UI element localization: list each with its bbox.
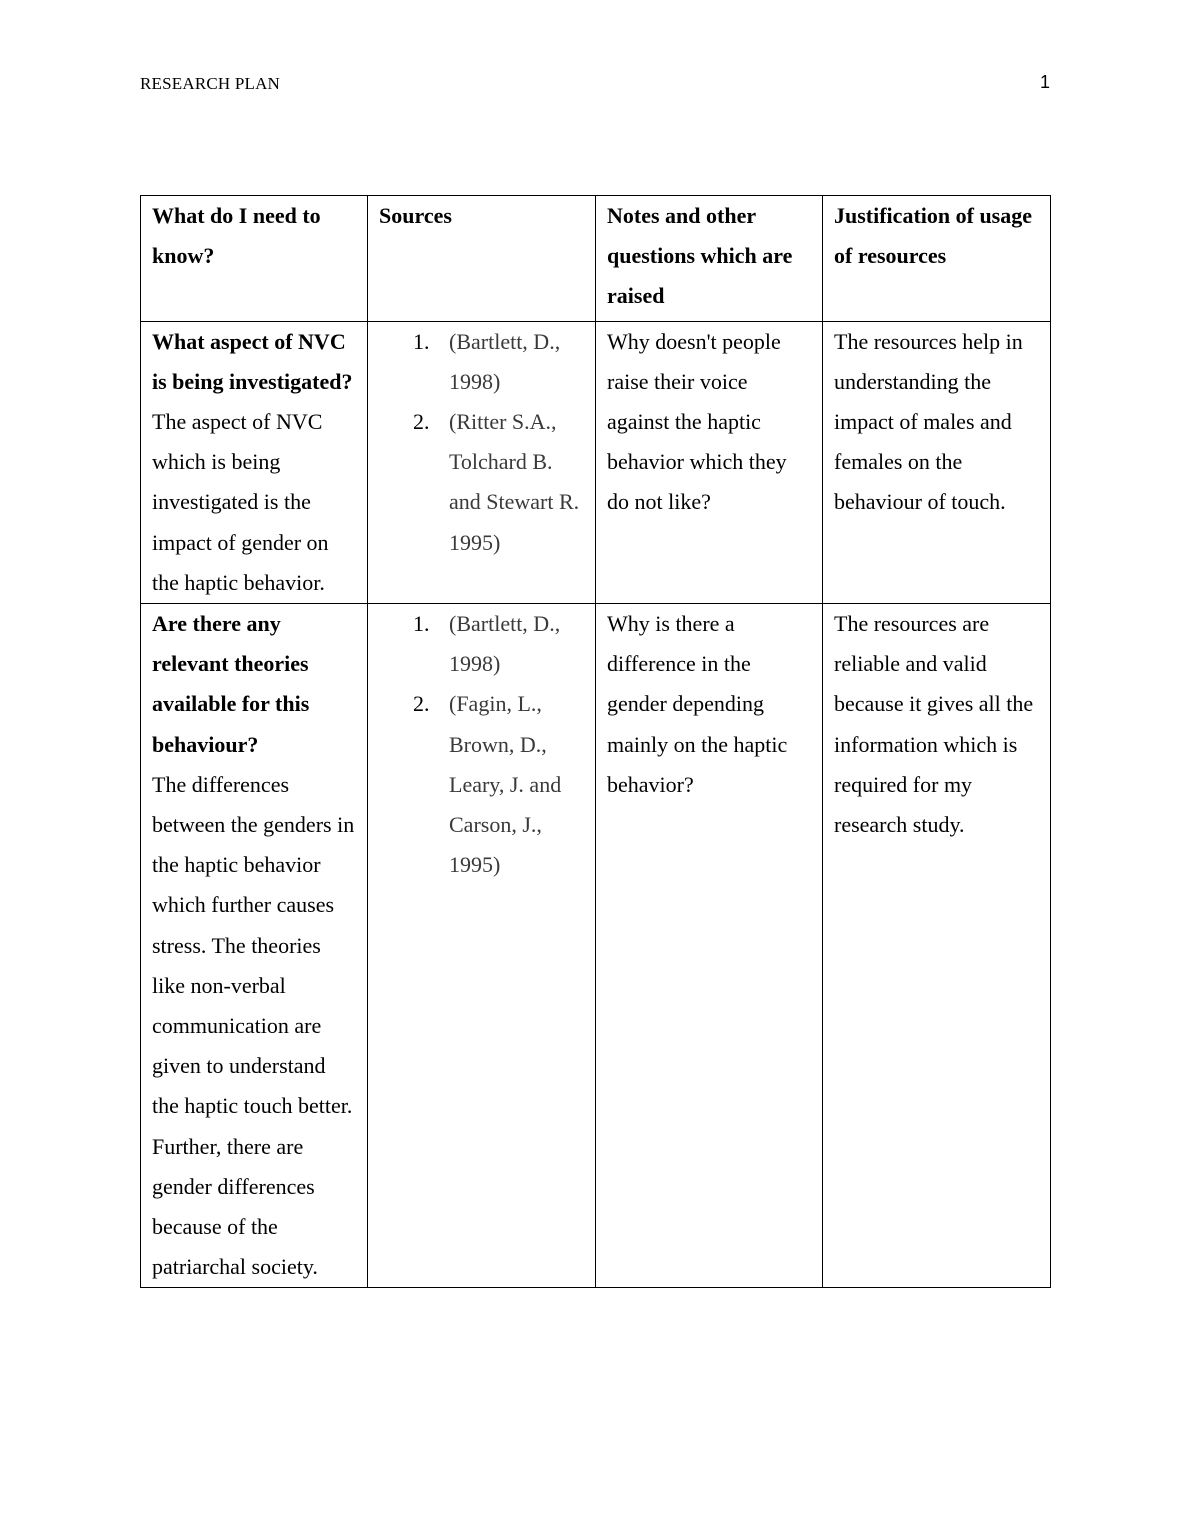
column-header-sources: Sources [368,196,596,322]
justification-cell: The resources are reliable and valid because it gives all the information which is required for my research study. [823,604,1051,1288]
notes-cell: Why is there a difference in the gender depending mainly on the haptic behavior? [596,604,823,1288]
source-item [379,322,585,402]
source-item [379,604,585,684]
sources-list [379,322,585,563]
table-row [141,321,1051,603]
row-question: Are there any relevant theories available for this behaviour? [152,611,310,757]
source-number: 1. [413,611,430,637]
source-citation: (Ritter S.A., Tolchard B. and Stewart R. 1995) [449,409,580,555]
column-header-need-to-know: What do I need to know? [141,196,368,322]
column-header-notes: Notes and other questions which are raised [596,196,823,322]
need-to-know-cell [141,604,368,1288]
source-citation: (Bartlett, D., 1998) [449,328,561,394]
need-to-know-cell [141,321,368,603]
sources-cell [368,604,596,1288]
notes-cell: Why doesn't people raise their voice against the haptic behavior which they do not like? [596,321,823,603]
sources-list [379,604,585,885]
table-header-row [141,196,1051,322]
table-row [141,604,1051,1288]
row-question: What aspect of NVC is being investigated? [152,328,353,394]
row-answer: The aspect of NVC which is being investigated is the impact of gender on the haptic behavior. [152,409,329,595]
page-number: 1 [1039,72,1050,92]
source-item [379,684,585,885]
justification-cell: The resources help in understanding the impact of males and females on the behaviour of touch. [823,321,1051,603]
sources-cell [368,321,596,603]
row-answer: The differences between the genders in the haptic behavior which further causes stress. The theories like non-verbal communication are given to understand the haptic touch better. Further, there are gender differences because of the patriarchal society. [152,771,355,1280]
column-header-justification: Justification of usage of resources [823,196,1051,322]
source-number: 2. [413,691,430,717]
running-head: RESEARCH PLAN [140,74,281,93]
source-number: 1. [413,328,430,354]
source-item [379,402,585,563]
source-citation: (Fagin, L., Brown, D., Leary, J. and Carson, J., 1995) [449,691,562,878]
source-citation: (Bartlett, D., 1998) [449,611,561,677]
research-plan-table [140,195,1051,1288]
source-number: 2. [413,409,430,435]
